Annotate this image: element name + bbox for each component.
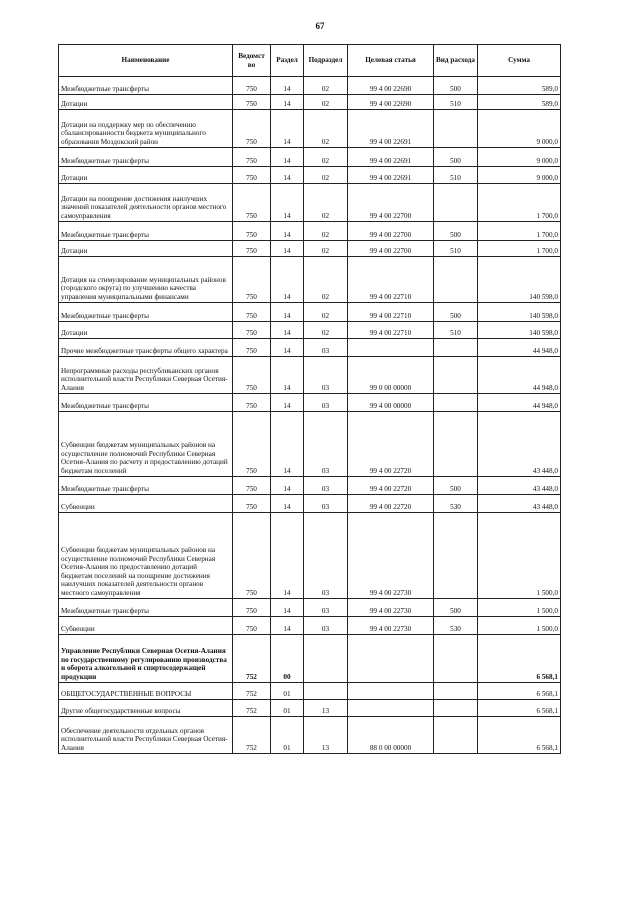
row-expense-type: 530 xyxy=(434,617,478,635)
row-subsection: 13 xyxy=(304,700,348,717)
row-target-article: 88 0 00 00000 xyxy=(348,717,434,754)
row-amount: 589,0 xyxy=(478,95,561,110)
row-target-article: 99 4 00 22691 xyxy=(348,167,434,184)
row-amount: 43 448,0 xyxy=(478,412,561,477)
row-target-article: 99 4 00 22710 xyxy=(348,257,434,303)
row-name: Управление Республики Северная Осетия-Алания по государственному регулированию производства и оборота алкогольной и спиртосодержащей продукции xyxy=(59,635,233,683)
row-section: 14 xyxy=(271,322,304,339)
table-row xyxy=(59,77,561,95)
row-expense-type xyxy=(434,257,478,303)
row-expense-type: 510 xyxy=(434,167,478,184)
row-subsection: 03 xyxy=(304,357,348,394)
row-amount: 44 948,0 xyxy=(478,394,561,412)
row-target-article xyxy=(348,339,434,357)
row-amount: 44 948,0 xyxy=(478,339,561,357)
header-name: Наименование xyxy=(59,45,233,77)
row-target-article xyxy=(348,635,434,683)
row-subsection: 03 xyxy=(304,394,348,412)
row-section: 01 xyxy=(271,683,304,700)
row-name: Дотации xyxy=(59,95,233,110)
header-subsection: Подраздел xyxy=(304,45,348,77)
row-subsection: 02 xyxy=(304,222,348,241)
row-name: Межбюджетные трансферты xyxy=(59,77,233,95)
row-expense-type: 530 xyxy=(434,495,478,513)
row-expense-type: 510 xyxy=(434,241,478,257)
row-section: 14 xyxy=(271,257,304,303)
budget-table xyxy=(58,44,561,754)
row-target-article: 99 4 00 22710 xyxy=(348,303,434,322)
row-target-article: 99 4 00 22720 xyxy=(348,477,434,495)
row-target-article: 99 4 00 22710 xyxy=(348,322,434,339)
row-section: 14 xyxy=(271,617,304,635)
row-subsection: 03 xyxy=(304,412,348,477)
table-row xyxy=(59,477,561,495)
row-amount: 1 500,0 xyxy=(478,599,561,617)
row-subsection: 02 xyxy=(304,241,348,257)
row-amount: 1 500,0 xyxy=(478,617,561,635)
row-department: 750 xyxy=(233,303,271,322)
row-subsection: 03 xyxy=(304,477,348,495)
table-row xyxy=(59,241,561,257)
row-expense-type: 500 xyxy=(434,599,478,617)
row-amount: 9 000,0 xyxy=(478,167,561,184)
row-expense-type xyxy=(434,513,478,599)
table-row xyxy=(59,717,561,754)
row-expense-type xyxy=(434,110,478,148)
row-amount: 43 448,0 xyxy=(478,477,561,495)
table-row xyxy=(59,394,561,412)
row-name: Межбюджетные трансферты xyxy=(59,222,233,241)
row-amount: 589,0 xyxy=(478,77,561,95)
table-row xyxy=(59,148,561,167)
row-expense-type xyxy=(434,700,478,717)
row-department: 750 xyxy=(233,257,271,303)
row-department: 750 xyxy=(233,167,271,184)
row-department: 750 xyxy=(233,222,271,241)
row-amount: 1 700,0 xyxy=(478,184,561,222)
row-amount: 1 700,0 xyxy=(478,241,561,257)
row-expense-type: 500 xyxy=(434,148,478,167)
row-name: Дотации xyxy=(59,167,233,184)
page-number: 67 xyxy=(315,21,325,31)
row-subsection: 02 xyxy=(304,110,348,148)
row-expense-type: 510 xyxy=(434,322,478,339)
row-name: Дотации на поддержку мер по обеспечению сбалансированности бюджета муниципального образования Моздокский район xyxy=(59,110,233,148)
table-row xyxy=(59,495,561,513)
row-expense-type xyxy=(434,394,478,412)
row-department: 750 xyxy=(233,477,271,495)
row-department: 750 xyxy=(233,95,271,110)
row-section: 14 xyxy=(271,148,304,167)
row-target-article: 99 4 00 00000 xyxy=(348,394,434,412)
table-row xyxy=(59,700,561,717)
row-department: 752 xyxy=(233,683,271,700)
row-name: Субвенции бюджетам муниципальных районов на осуществление полномочий Республики Северная Осетия-Алания по расчету и предоставлению дотаций бюджетам поселений xyxy=(59,412,233,477)
row-section: 14 xyxy=(271,477,304,495)
row-expense-type xyxy=(434,412,478,477)
row-section: 14 xyxy=(271,95,304,110)
row-department: 750 xyxy=(233,184,271,222)
row-target-article: 99 4 00 22700 xyxy=(348,222,434,241)
row-expense-type xyxy=(434,635,478,683)
table-row xyxy=(59,257,561,303)
row-target-article: 99 4 00 22720 xyxy=(348,495,434,513)
row-department: 750 xyxy=(233,599,271,617)
row-amount: 140 598,0 xyxy=(478,322,561,339)
table-row xyxy=(59,357,561,394)
table-row xyxy=(59,617,561,635)
table-row xyxy=(59,339,561,357)
row-section: 14 xyxy=(271,357,304,394)
row-department: 750 xyxy=(233,339,271,357)
row-expense-type: 500 xyxy=(434,77,478,95)
row-target-article: 99 4 00 22690 xyxy=(348,77,434,95)
row-name: Межбюджетные трансферты xyxy=(59,394,233,412)
row-amount: 44 948,0 xyxy=(478,357,561,394)
row-subsection: 13 xyxy=(304,717,348,754)
row-amount: 140 598,0 xyxy=(478,303,561,322)
row-section: 14 xyxy=(271,167,304,184)
row-expense-type: 510 xyxy=(434,95,478,110)
row-target-article: 99 4 00 22730 xyxy=(348,599,434,617)
row-expense-type: 500 xyxy=(434,477,478,495)
row-section: 14 xyxy=(271,184,304,222)
row-amount: 1 700,0 xyxy=(478,222,561,241)
row-amount: 9 000,0 xyxy=(478,110,561,148)
row-subsection: 02 xyxy=(304,95,348,110)
row-target-article: 99 4 00 22730 xyxy=(348,617,434,635)
table-header-row xyxy=(59,45,561,77)
row-section: 14 xyxy=(271,110,304,148)
row-target-article: 99 4 00 22690 xyxy=(348,95,434,110)
row-department: 750 xyxy=(233,241,271,257)
row-expense-type xyxy=(434,184,478,222)
table-row xyxy=(59,167,561,184)
row-name: ОБЩЕГОСУДАРСТВЕННЫЕ ВОПРОСЫ xyxy=(59,683,233,700)
row-subsection: 02 xyxy=(304,167,348,184)
row-subsection: 03 xyxy=(304,513,348,599)
row-subsection: 02 xyxy=(304,184,348,222)
row-target-article: 99 4 00 22691 xyxy=(348,110,434,148)
row-amount: 6 568,1 xyxy=(478,717,561,754)
table-row xyxy=(59,635,561,683)
row-department: 750 xyxy=(233,617,271,635)
row-section: 01 xyxy=(271,700,304,717)
row-subsection: 02 xyxy=(304,77,348,95)
row-name: Межбюджетные трансферты xyxy=(59,148,233,167)
row-department: 750 xyxy=(233,394,271,412)
row-amount: 9 000,0 xyxy=(478,148,561,167)
row-target-article: 99 4 00 22700 xyxy=(348,241,434,257)
row-department: 750 xyxy=(233,110,271,148)
row-name: Дотации на поощрение достижения наилучших значений показателей деятельности органов местного самоуправления xyxy=(59,184,233,222)
row-name: Дотация на стимулирование муниципальных районов (городского округа) по улучшению качества управления муниципальными финансами xyxy=(59,257,233,303)
row-name: Дотации xyxy=(59,322,233,339)
header-section: Раздел xyxy=(271,45,304,77)
row-expense-type: 500 xyxy=(434,303,478,322)
row-target-article: 99 4 00 22730 xyxy=(348,513,434,599)
row-subsection: 03 xyxy=(304,495,348,513)
row-subsection: 02 xyxy=(304,148,348,167)
row-department: 752 xyxy=(233,635,271,683)
row-target-article: 99 4 00 22691 xyxy=(348,148,434,167)
row-section: 14 xyxy=(271,599,304,617)
row-section: 14 xyxy=(271,495,304,513)
table-row xyxy=(59,599,561,617)
row-subsection: 03 xyxy=(304,599,348,617)
row-subsection xyxy=(304,683,348,700)
row-expense-type xyxy=(434,339,478,357)
row-name: Другие общегосударственные вопросы xyxy=(59,700,233,717)
row-amount: 1 500,0 xyxy=(478,513,561,599)
row-name: Непрограммные расходы республиканских органов исполнительной власти Республики Северная Осетия-Алания xyxy=(59,357,233,394)
row-target-article: 99 0 00 00000 xyxy=(348,357,434,394)
row-subsection: 03 xyxy=(304,617,348,635)
row-target-article xyxy=(348,683,434,700)
row-expense-type xyxy=(434,683,478,700)
table-row xyxy=(59,683,561,700)
row-department: 750 xyxy=(233,412,271,477)
row-subsection: 03 xyxy=(304,339,348,357)
row-department: 750 xyxy=(233,77,271,95)
table-row xyxy=(59,184,561,222)
row-department: 750 xyxy=(233,148,271,167)
row-department: 750 xyxy=(233,322,271,339)
row-amount: 6 568,1 xyxy=(478,700,561,717)
row-section: 14 xyxy=(271,394,304,412)
header-target-article: Целевая статья xyxy=(348,45,434,77)
row-section: 14 xyxy=(271,222,304,241)
row-expense-type xyxy=(434,357,478,394)
row-department: 750 xyxy=(233,495,271,513)
row-amount: 140 598,0 xyxy=(478,257,561,303)
table-row xyxy=(59,110,561,148)
row-subsection xyxy=(304,635,348,683)
row-section: 01 xyxy=(271,717,304,754)
table-row xyxy=(59,322,561,339)
row-section: 00 xyxy=(271,635,304,683)
row-target-article: 99 4 00 22700 xyxy=(348,184,434,222)
row-name: Межбюджетные трансферты xyxy=(59,477,233,495)
header-expense-type: Вид расхода xyxy=(434,45,478,77)
row-name: Межбюджетные трансферты xyxy=(59,599,233,617)
row-department: 752 xyxy=(233,717,271,754)
row-section: 14 xyxy=(271,77,304,95)
row-name: Дотации xyxy=(59,241,233,257)
table-row xyxy=(59,303,561,322)
row-expense-type: 500 xyxy=(434,222,478,241)
row-amount: 43 448,0 xyxy=(478,495,561,513)
row-section: 14 xyxy=(271,241,304,257)
header-amount: Сумма xyxy=(478,45,561,77)
table-row xyxy=(59,412,561,477)
row-name: Межбюджетные трансферты xyxy=(59,303,233,322)
row-name: Субвенции бюджетам муниципальных районов на осуществление полномочий Республики Северная Осетия-Алания по предоставлению дотаций бюджетам поселений на поощрение достижения наилучших показателей деятельности органов местного самоуправления xyxy=(59,513,233,599)
row-subsection: 02 xyxy=(304,322,348,339)
row-section: 14 xyxy=(271,412,304,477)
row-subsection: 02 xyxy=(304,257,348,303)
row-name: Субвенции xyxy=(59,495,233,513)
row-amount: 6 568,1 xyxy=(478,683,561,700)
row-target-article xyxy=(348,700,434,717)
row-department: 750 xyxy=(233,513,271,599)
row-subsection: 02 xyxy=(304,303,348,322)
row-section: 14 xyxy=(271,339,304,357)
row-name: Обеспечение деятельности отдельных органов исполнительной власти Республики Северная Осетия-Алания xyxy=(59,717,233,754)
table-row xyxy=(59,513,561,599)
row-name: Субвенции xyxy=(59,617,233,635)
row-expense-type xyxy=(434,717,478,754)
table-row xyxy=(59,222,561,241)
row-target-article: 99 4 00 22720 xyxy=(348,412,434,477)
row-section: 14 xyxy=(271,303,304,322)
row-department: 752 xyxy=(233,700,271,717)
row-section: 14 xyxy=(271,513,304,599)
row-amount: 6 568,1 xyxy=(478,635,561,683)
row-department: 750 xyxy=(233,357,271,394)
table-row xyxy=(59,95,561,110)
header-department: Ведомст во xyxy=(233,45,271,77)
row-name: Прочие межбюджетные трансферты общего характера xyxy=(59,339,233,357)
